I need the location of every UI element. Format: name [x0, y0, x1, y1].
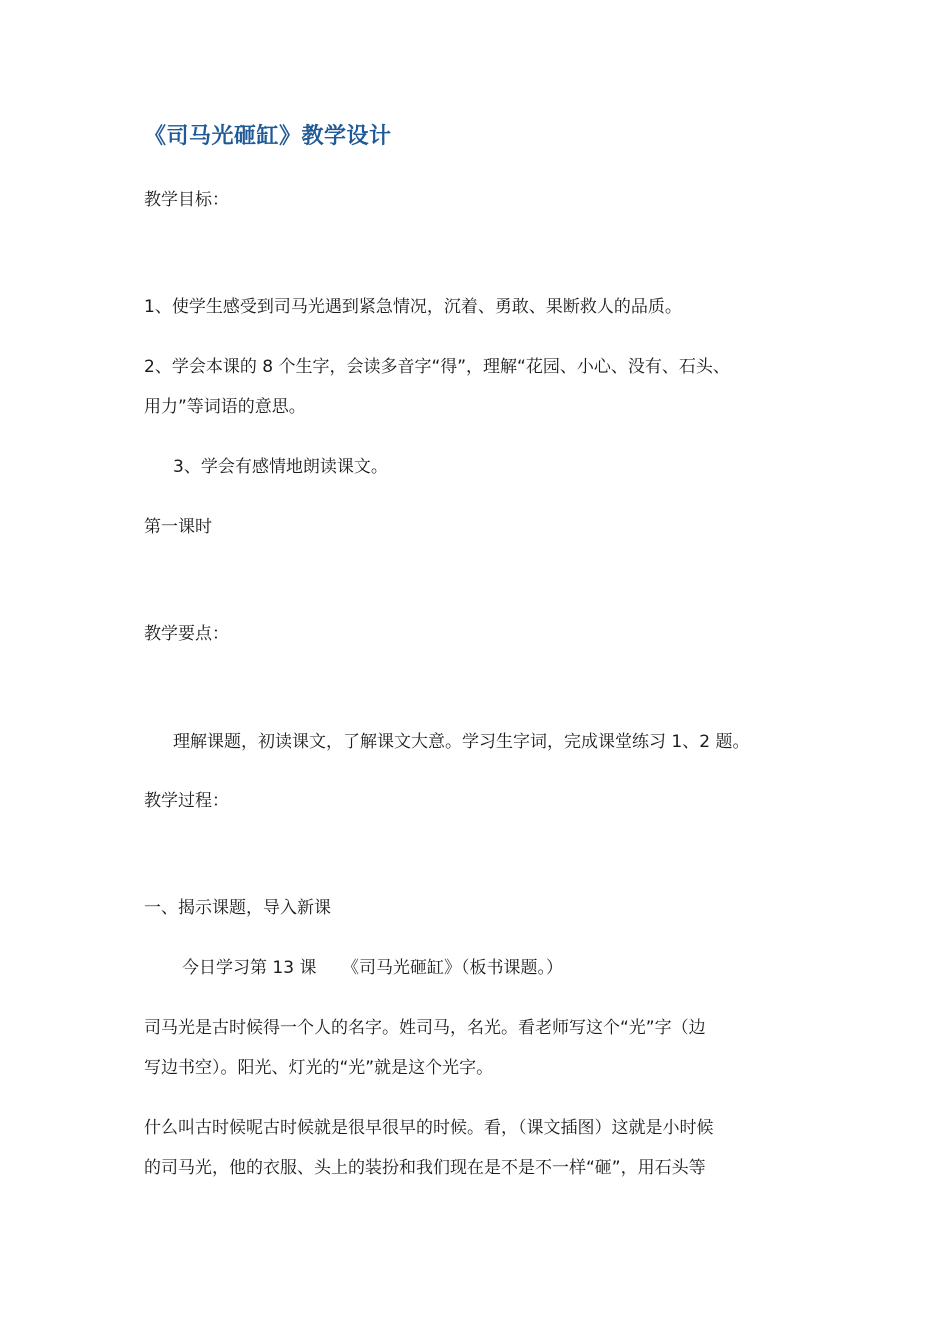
- keypoints-heading: 教学要点：: [144, 624, 229, 644]
- paragraph-2-line-2: 的司马光，他的衣服、头上的装扮和我们现在是不是不一样“砸”，用石头等: [144, 1158, 706, 1178]
- objective-2-line-1: 2、学会本课的 8 个生字，会读多音字“得”，理解“花园、小心、没有、石头、: [144, 357, 730, 377]
- step1-intro: 今日学习第 13 课 《司马光砸缸》（板书课题。）: [182, 958, 563, 978]
- document-title: 《司马光砸缸》教学设计: [144, 124, 392, 149]
- objective-3: 3、学会有感情地朗读课文。: [173, 457, 388, 477]
- paragraph-1-line-1: 司马光是古时候得一个人的名字。姓司马，名光。看老师写这个“光”字（边: [144, 1018, 706, 1038]
- step1-heading: 一、揭示课题，导入新课: [144, 898, 331, 918]
- objective-1: 1、使学生感受到司马光遇到紧急情况，沉着、勇敢、果断救人的品质。: [144, 297, 682, 317]
- paragraph-2-line-1: 什么叫古时候呢古时候就是很早很早的时候。看，（课文插图）这就是小时候: [144, 1118, 714, 1138]
- objective-2-line-2: 用力”等词语的意思。: [144, 397, 306, 417]
- lesson-heading: 第一课时: [144, 517, 212, 537]
- process-heading: 教学过程：: [144, 791, 229, 811]
- objectives-heading: 教学目标：: [144, 190, 229, 210]
- paragraph-1-line-2: 写边书空）。阳光、灯光的“光”就是这个光字。: [144, 1058, 494, 1078]
- keypoints-text: 理解课题，初读课文，了解课文大意。学习生字词，完成课堂练习 1、2 题。: [173, 732, 750, 752]
